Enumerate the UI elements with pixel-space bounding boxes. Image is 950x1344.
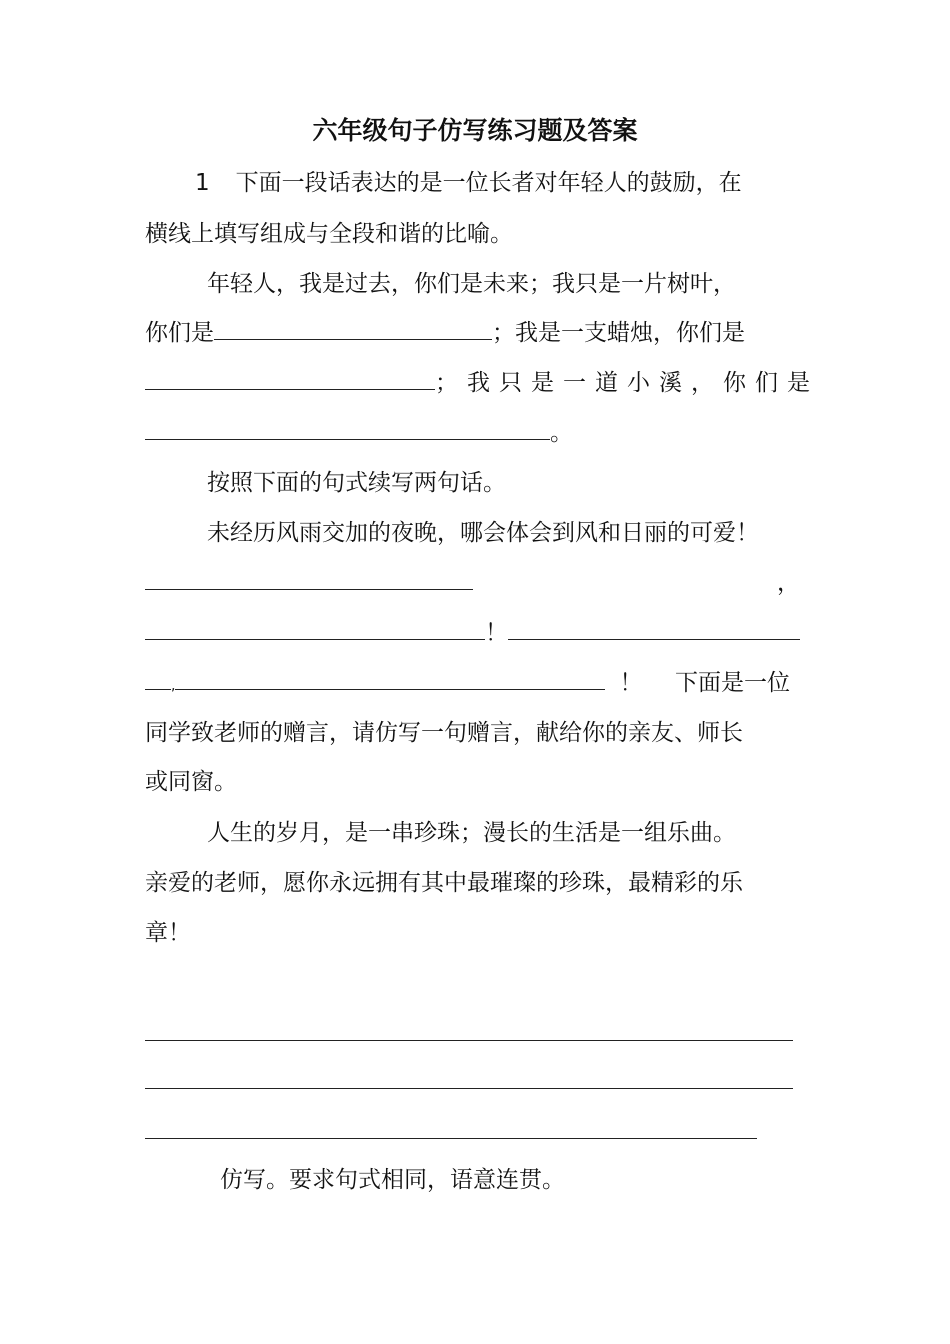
q1-text-end: 。 — [550, 420, 573, 446]
q2-comma: ， — [777, 570, 800, 596]
q1-text-c: ；我只是一道小溪，你们是 — [435, 370, 810, 396]
q2-blank-3[interactable] — [508, 621, 800, 640]
q2-example: 未经历风雨交加的夜晚，哪会体会到风和日丽的可爱！ — [207, 520, 759, 546]
q3-prompt-line2: 同学致老师的赠言，请仿写一句赠言，献给你的亲友、师长 — [145, 720, 743, 746]
q3-answer-line-1[interactable] — [145, 1040, 793, 1041]
q2-exclaim-end: ！ — [619, 670, 643, 696]
q1-text-line2 — [145, 318, 810, 348]
q2-small-comma: , — [171, 678, 176, 694]
q1-prompt-text: 下面一段话表达的是一位长者对年轻人的鼓励，在 — [235, 170, 742, 196]
q3-answer-line-3[interactable] — [145, 1138, 757, 1139]
q1-text-line1: 年轻人，我是过去，你们是未来；我只是一片树叶， — [207, 271, 736, 297]
q2-blank-5[interactable] — [175, 671, 605, 690]
q1-blank-1[interactable] — [214, 321, 492, 340]
page-title: 六年级句子仿写练习题及答案 — [312, 116, 638, 145]
q2-answer-line1 — [145, 568, 810, 598]
q3-prompt-start: 下面是一位 — [675, 670, 790, 696]
q2-blank-2[interactable] — [145, 621, 485, 640]
q4-prompt: 仿写。要求句式相同，语意连贯。 — [220, 1167, 565, 1193]
q2-answer-line2 — [145, 618, 810, 648]
q2-answer-line3 — [145, 668, 810, 701]
q1-blank-2[interactable] — [145, 371, 435, 390]
q1-prompt-line2: 横线上填写组成与全段和谐的比喻。 — [145, 221, 513, 247]
q1-text-line3 — [145, 368, 810, 398]
q3-answer-line-2[interactable] — [145, 1088, 793, 1089]
q3-example-line3: 章！ — [145, 920, 191, 946]
q1-prompt-line1 — [195, 168, 810, 198]
q1-text-line4 — [145, 418, 810, 448]
q1-number: 1 — [195, 170, 210, 196]
q2-blank-1[interactable] — [145, 571, 473, 590]
q3-prompt-line3: 或同窗。 — [145, 769, 237, 795]
q2-exclaim: ！ — [485, 620, 508, 646]
q1-text-b: ；我是一支蜡烛，你们是 — [492, 320, 745, 346]
q1-text-a: 你们是 — [145, 320, 214, 346]
q3-example-line1: 人生的岁月，是一串珍珠；漫长的生活是一组乐曲。 — [207, 820, 736, 846]
q3-example-line2: 亲爱的老师，愿你永远拥有其中最璀璨的珍珠，最精彩的乐 — [145, 870, 743, 896]
q1-blank-3[interactable] — [145, 421, 550, 440]
q2-blank-4[interactable] — [145, 671, 171, 690]
q2-prompt: 按照下面的句式续写两句话。 — [207, 470, 506, 496]
